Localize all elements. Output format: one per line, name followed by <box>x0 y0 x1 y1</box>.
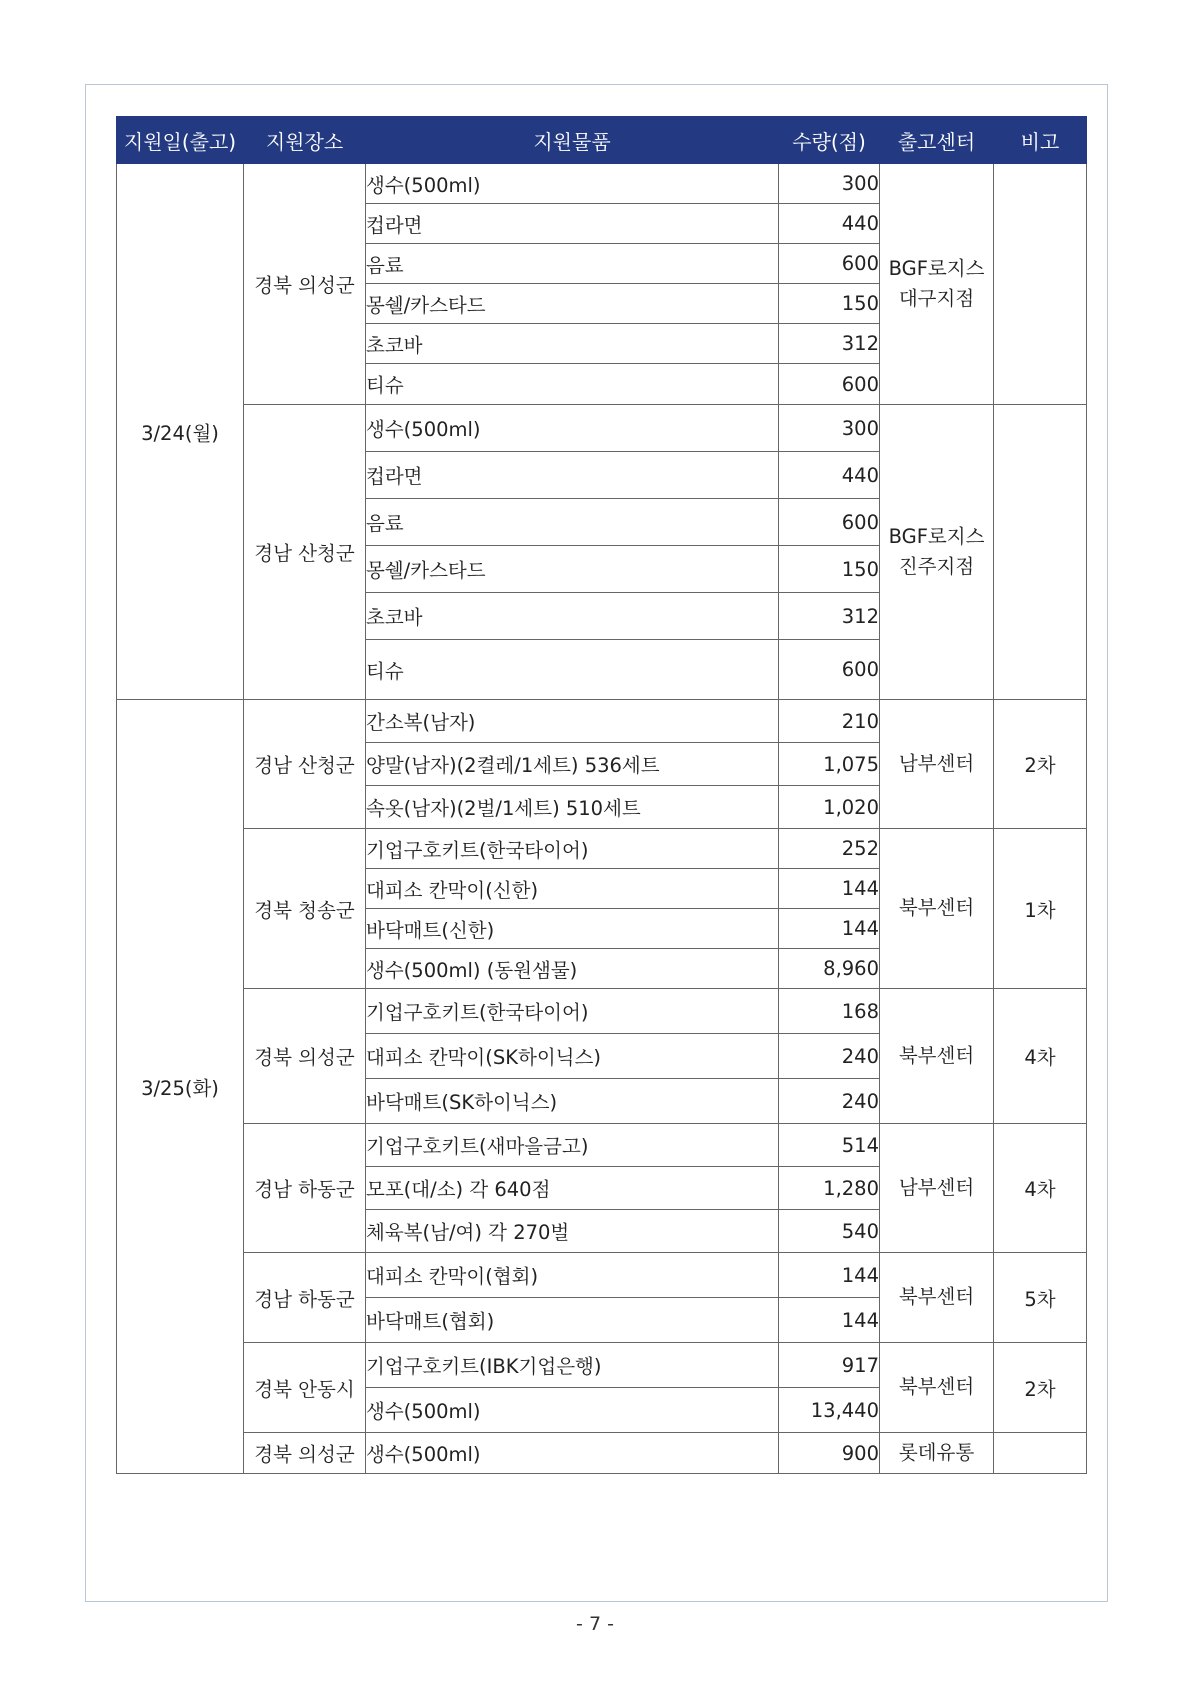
item-cell: 생수(500ml) <box>366 1433 779 1474</box>
location-cell: 경남 산청군 <box>244 405 366 700</box>
center-text: BGF로지스 진주지점 <box>888 524 985 578</box>
location-cell: 경북 의성군 <box>244 164 366 405</box>
support-table <box>116 116 1087 1474</box>
item-cell: 바닥매트(신한) <box>366 909 779 949</box>
item-cell: 초코바 <box>366 324 779 364</box>
center-text: 북부센터 <box>898 1043 975 1067</box>
qty-cell: 917 <box>779 1343 880 1388</box>
qty-cell: 252 <box>779 829 880 869</box>
table-row <box>117 829 1087 869</box>
note-cell <box>994 405 1087 700</box>
table-row <box>117 1343 1087 1388</box>
item-cell: 생수(500ml) <box>366 164 779 204</box>
item-cell: 대피소 칸막이(협회) <box>366 1253 779 1298</box>
table-row <box>117 700 1087 743</box>
table-row <box>117 405 1087 452</box>
date-cell: 3/24(월) <box>117 164 244 700</box>
center-text: 롯데유통 <box>898 1440 975 1464</box>
qty-cell: 600 <box>779 640 880 700</box>
qty-cell: 900 <box>779 1433 880 1474</box>
center-cell <box>880 1433 994 1474</box>
table-row <box>117 989 1087 1034</box>
item-cell: 기업구호키트(한국타이어) <box>366 989 779 1034</box>
location-cell: 경북 안동시 <box>244 1343 366 1433</box>
qty-cell: 1,020 <box>779 786 880 829</box>
location-cell: 경남 하동군 <box>244 1124 366 1253</box>
qty-cell: 600 <box>779 244 880 284</box>
note-cell <box>994 164 1087 405</box>
qty-cell: 240 <box>779 1034 880 1079</box>
item-cell: 체육복(남/여) 각 270벌 <box>366 1210 779 1253</box>
item-cell: 대피소 칸막이(SK하이닉스) <box>366 1034 779 1079</box>
qty-cell: 150 <box>779 284 880 324</box>
header-date: 지원일(출고) <box>117 117 244 164</box>
qty-cell: 600 <box>779 364 880 405</box>
note-cell: 4차 <box>994 1124 1087 1253</box>
item-cell: 생수(500ml) <box>366 1388 779 1433</box>
center-text: 북부센터 <box>898 1375 975 1399</box>
qty-cell: 312 <box>779 593 880 640</box>
item-cell: 음료 <box>366 244 779 284</box>
table-row <box>117 1433 1087 1474</box>
center-cell <box>880 700 994 829</box>
qty-cell: 514 <box>779 1124 880 1167</box>
location-cell: 경남 산청군 <box>244 700 366 829</box>
qty-cell: 144 <box>779 1298 880 1343</box>
header-qty: 수량(점) <box>779 117 880 164</box>
header-location: 지원장소 <box>244 117 366 164</box>
qty-cell: 144 <box>779 909 880 949</box>
location-cell: 경북 의성군 <box>244 989 366 1124</box>
qty-cell: 300 <box>779 164 880 204</box>
qty-cell: 1,280 <box>779 1167 880 1210</box>
date-cell: 3/25(화) <box>117 700 244 1474</box>
table-row <box>117 1124 1087 1167</box>
qty-cell: 144 <box>779 1253 880 1298</box>
item-cell: 음료 <box>366 499 779 546</box>
qty-cell: 300 <box>779 405 880 452</box>
center-cell <box>880 405 994 700</box>
note-cell: 5차 <box>994 1253 1087 1343</box>
center-text: 북부센터 <box>898 1285 975 1309</box>
location-cell: 경북 의성군 <box>244 1433 366 1474</box>
center-cell <box>880 1253 994 1343</box>
item-cell: 컵라면 <box>366 204 779 244</box>
center-cell <box>880 829 994 989</box>
center-text: BGF로지스 대구지점 <box>888 256 985 310</box>
table-row <box>117 1253 1087 1298</box>
item-cell: 컵라면 <box>366 452 779 499</box>
header-row <box>117 117 1087 164</box>
header-center: 출고센터 <box>880 117 994 164</box>
qty-cell: 600 <box>779 499 880 546</box>
item-cell: 바닥매트(협회) <box>366 1298 779 1343</box>
item-cell: 간소복(남자) <box>366 700 779 743</box>
item-cell: 몽쉘/카스타드 <box>366 284 779 324</box>
center-cell <box>880 164 994 405</box>
qty-cell: 13,440 <box>779 1388 880 1433</box>
location-cell: 경북 청송군 <box>244 829 366 989</box>
qty-cell: 210 <box>779 700 880 743</box>
item-cell: 바닥매트(SK하이닉스) <box>366 1079 779 1124</box>
center-cell <box>880 989 994 1124</box>
item-cell: 양말(남자)(2켤레/1세트) 536세트 <box>366 743 779 786</box>
center-text: 남부센터 <box>898 1175 975 1199</box>
note-cell: 1차 <box>994 829 1087 989</box>
item-cell: 초코바 <box>366 593 779 640</box>
qty-cell: 150 <box>779 546 880 593</box>
qty-cell: 540 <box>779 1210 880 1253</box>
item-cell: 기업구호키트(IBK기업은행) <box>366 1343 779 1388</box>
qty-cell: 8,960 <box>779 949 880 989</box>
item-cell: 기업구호키트(새마을금고) <box>366 1124 779 1167</box>
qty-cell: 440 <box>779 204 880 244</box>
note-cell: 4차 <box>994 989 1087 1124</box>
item-cell: 기업구호키트(한국타이어) <box>366 829 779 869</box>
center-cell <box>880 1124 994 1253</box>
qty-cell: 240 <box>779 1079 880 1124</box>
item-cell: 몽쉘/카스타드 <box>366 546 779 593</box>
qty-cell: 168 <box>779 989 880 1034</box>
note-cell: 2차 <box>994 700 1087 829</box>
table-row <box>117 164 1087 204</box>
qty-cell: 312 <box>779 324 880 364</box>
note-cell: 2차 <box>994 1343 1087 1433</box>
item-cell: 티슈 <box>366 640 779 700</box>
center-text: 남부센터 <box>898 751 975 775</box>
center-cell <box>880 1343 994 1433</box>
qty-cell: 144 <box>779 869 880 909</box>
item-cell: 속옷(남자)(2벌/1세트) 510세트 <box>366 786 779 829</box>
item-cell: 생수(500ml) (동원샘물) <box>366 949 779 989</box>
note-cell <box>994 1433 1087 1474</box>
center-text: 북부센터 <box>898 896 975 920</box>
qty-cell: 1,075 <box>779 743 880 786</box>
qty-cell: 440 <box>779 452 880 499</box>
item-cell: 생수(500ml) <box>366 405 779 452</box>
page-number: - 7 - <box>576 1613 614 1635</box>
table-body <box>117 164 1087 1474</box>
item-cell: 대피소 칸막이(신한) <box>366 869 779 909</box>
item-cell: 모포(대/소) 각 640점 <box>366 1167 779 1210</box>
item-cell: 티슈 <box>366 364 779 405</box>
header-item: 지원물품 <box>366 117 779 164</box>
location-cell: 경남 하동군 <box>244 1253 366 1343</box>
header-note: 비고 <box>994 117 1087 164</box>
